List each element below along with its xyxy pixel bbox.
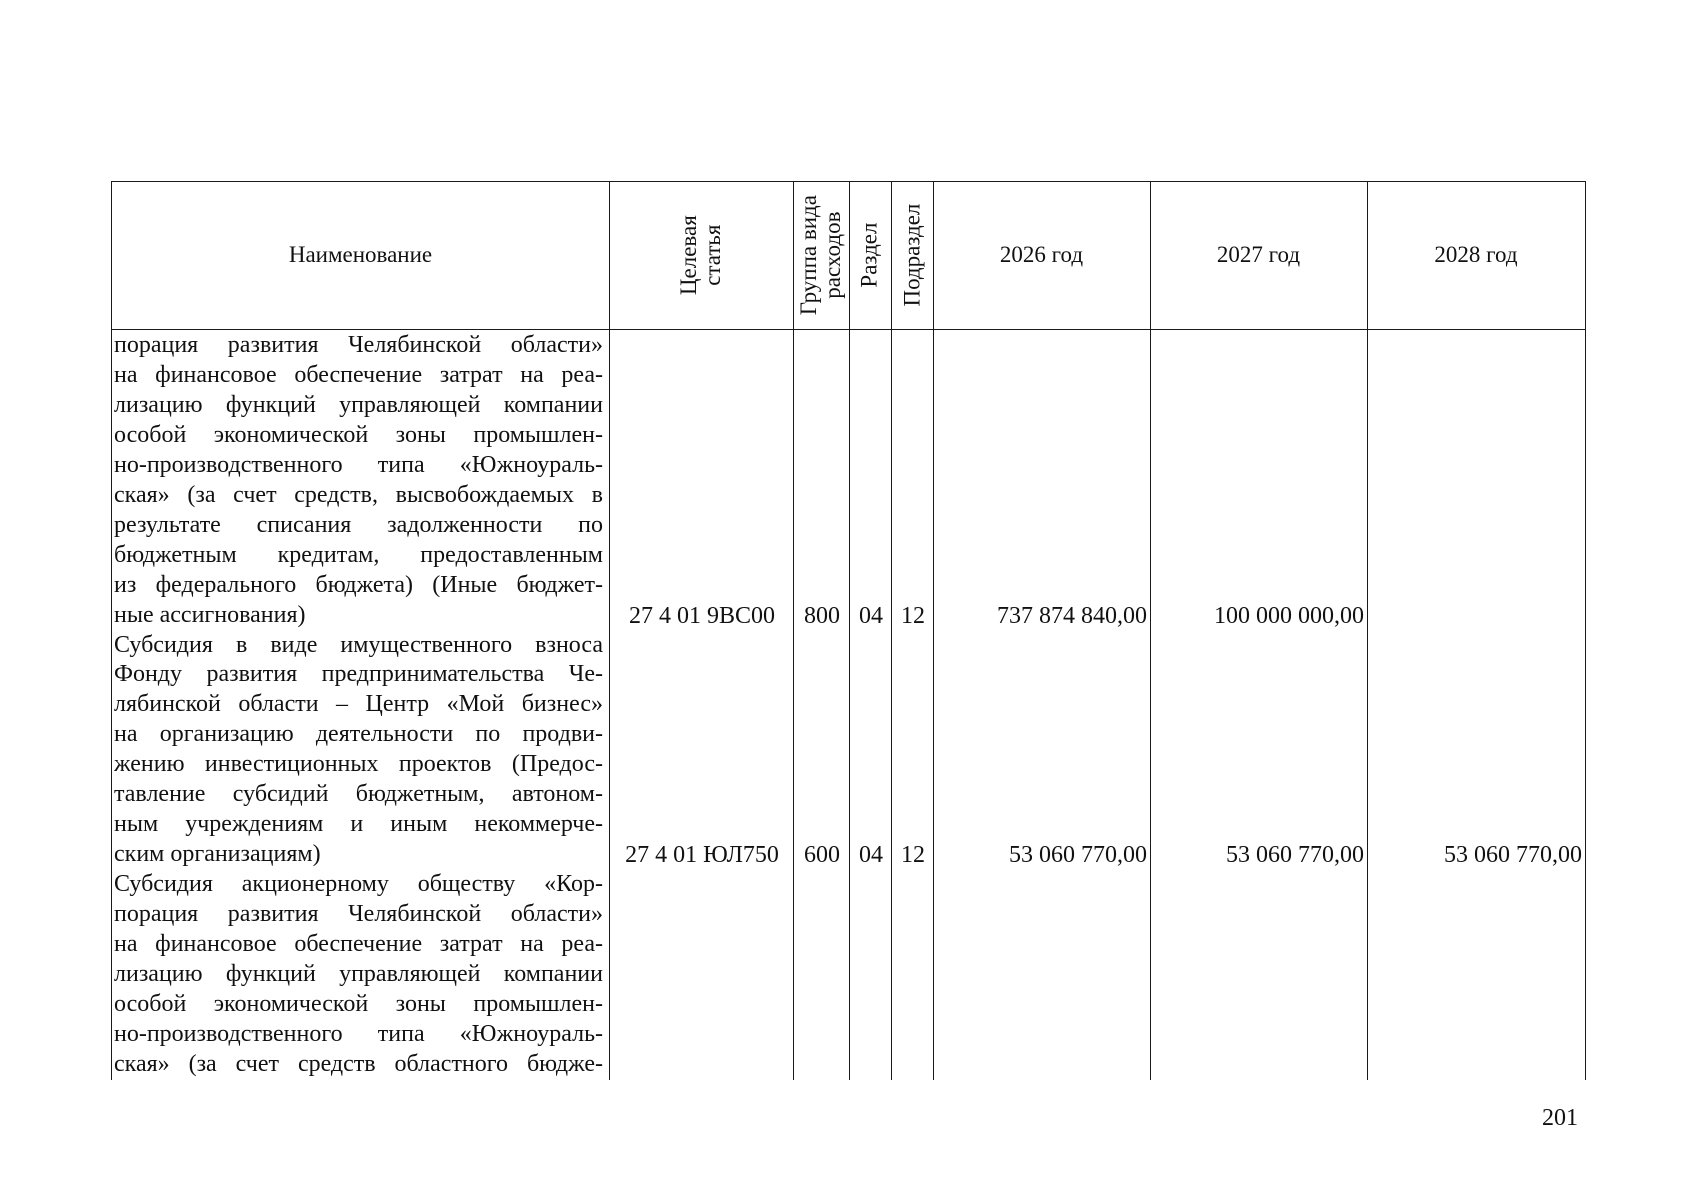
row-2-line: ским организациям) [114, 841, 321, 868]
row-2-line: лябинской области – Центр «Мой бизнес» [114, 691, 603, 718]
row-1-2027: 100 000 000,00 [1214, 602, 1364, 629]
row-2-line: жению инвестиционных проектов (Предос- [114, 751, 603, 778]
row-1-line: особой экономической зоны промышлен- [114, 421, 603, 448]
row-3-line: но-производственного типа «Южноураль- [114, 1020, 603, 1047]
row-1-line: порация развития Челябинской области» [114, 332, 603, 358]
row-2-target: 27 4 01 ЮЛ750 [625, 842, 779, 868]
row-3-line: на финансовое обеспечение затрат на реа- [114, 930, 603, 957]
budget-table [111, 181, 1586, 1080]
row-3-line: лизацию функций управляющей компании [114, 960, 603, 987]
header-name [112, 182, 609, 329]
row-1-line: на финансовое обеспечение затрат на реа- [114, 361, 603, 388]
row-3-name [114, 870, 603, 1080]
row-2-line: Фонду развития предпринимательства Че- [114, 661, 603, 688]
header-subsection [891, 182, 933, 329]
row-2-subsection: 12 [901, 842, 925, 868]
row-1-line: результате списания задолженности по [114, 511, 603, 538]
header-target [609, 182, 793, 329]
header-group [793, 182, 849, 329]
row-2-line: Субсидия в виде имущественного взноса [114, 631, 603, 658]
row-1-line: ные ассигнования) [114, 601, 306, 628]
row-2-2027: 53 060 770,00 [1226, 842, 1364, 868]
page-number: 201 [1542, 1105, 1578, 1131]
row-3-line: особой экономической зоны промышлен- [114, 990, 603, 1017]
header-2026-label: 2026 год [999, 242, 1084, 268]
header-2027 [1150, 182, 1367, 329]
row-3-line: Субсидия акционерному обществу «Кор- [114, 871, 603, 897]
row-1-group: 800 [804, 602, 840, 629]
header-2028 [1367, 182, 1585, 329]
row-1-line: лизацию функций управляющей компании [114, 391, 603, 418]
row-2-name [114, 631, 603, 871]
header-group-label: Группа вида расходов [795, 195, 846, 316]
row-1-line: но-производственного типа «Южноураль- [114, 451, 603, 478]
row-2-line: ным учреждениям и иным некоммерче- [114, 811, 603, 838]
row-1-2026: 737 874 840,00 [997, 602, 1147, 629]
row-2-section: 04 [859, 842, 883, 868]
row-2-2026: 53 060 770,00 [1009, 842, 1147, 868]
header-section-label: Раздел [856, 222, 882, 289]
header-2027-label: 2027 год [1216, 242, 1301, 268]
row-2-line: тавление субсидий бюджетным, автоном- [114, 781, 603, 808]
row-1-line: из федерального бюджета) (Иные бюджет- [114, 571, 603, 598]
header-subsection-label: Подраздел [898, 204, 924, 307]
row-1-target: 27 4 01 9ВС00 [628, 602, 775, 629]
header-section [849, 182, 891, 329]
header-2028-label: 2028 год [1434, 242, 1518, 268]
header-2026 [933, 182, 1150, 329]
row-2-group: 600 [804, 842, 840, 868]
row-2-2028: 53 060 770,00 [1444, 842, 1582, 868]
header-divider [112, 329, 1585, 330]
header-name-label: Наименование [288, 242, 433, 268]
row-1-line: бюджетным кредитам, предоставленным [114, 541, 603, 568]
row-3-line: порация развития Челябинской области» [114, 900, 603, 927]
header-target-label: Целевая статья [675, 215, 725, 296]
row-1-section: 04 [859, 602, 883, 629]
row-3-line: ская» (за счет средств областного бюдже- [114, 1050, 603, 1077]
row-1-line: ская» (за счет средств, высвобождаемых в [114, 481, 603, 508]
row-1-subsection: 12 [901, 602, 925, 629]
row-2-line: на организацию деятельности по продви- [114, 721, 603, 748]
row-1-name [114, 331, 603, 631]
